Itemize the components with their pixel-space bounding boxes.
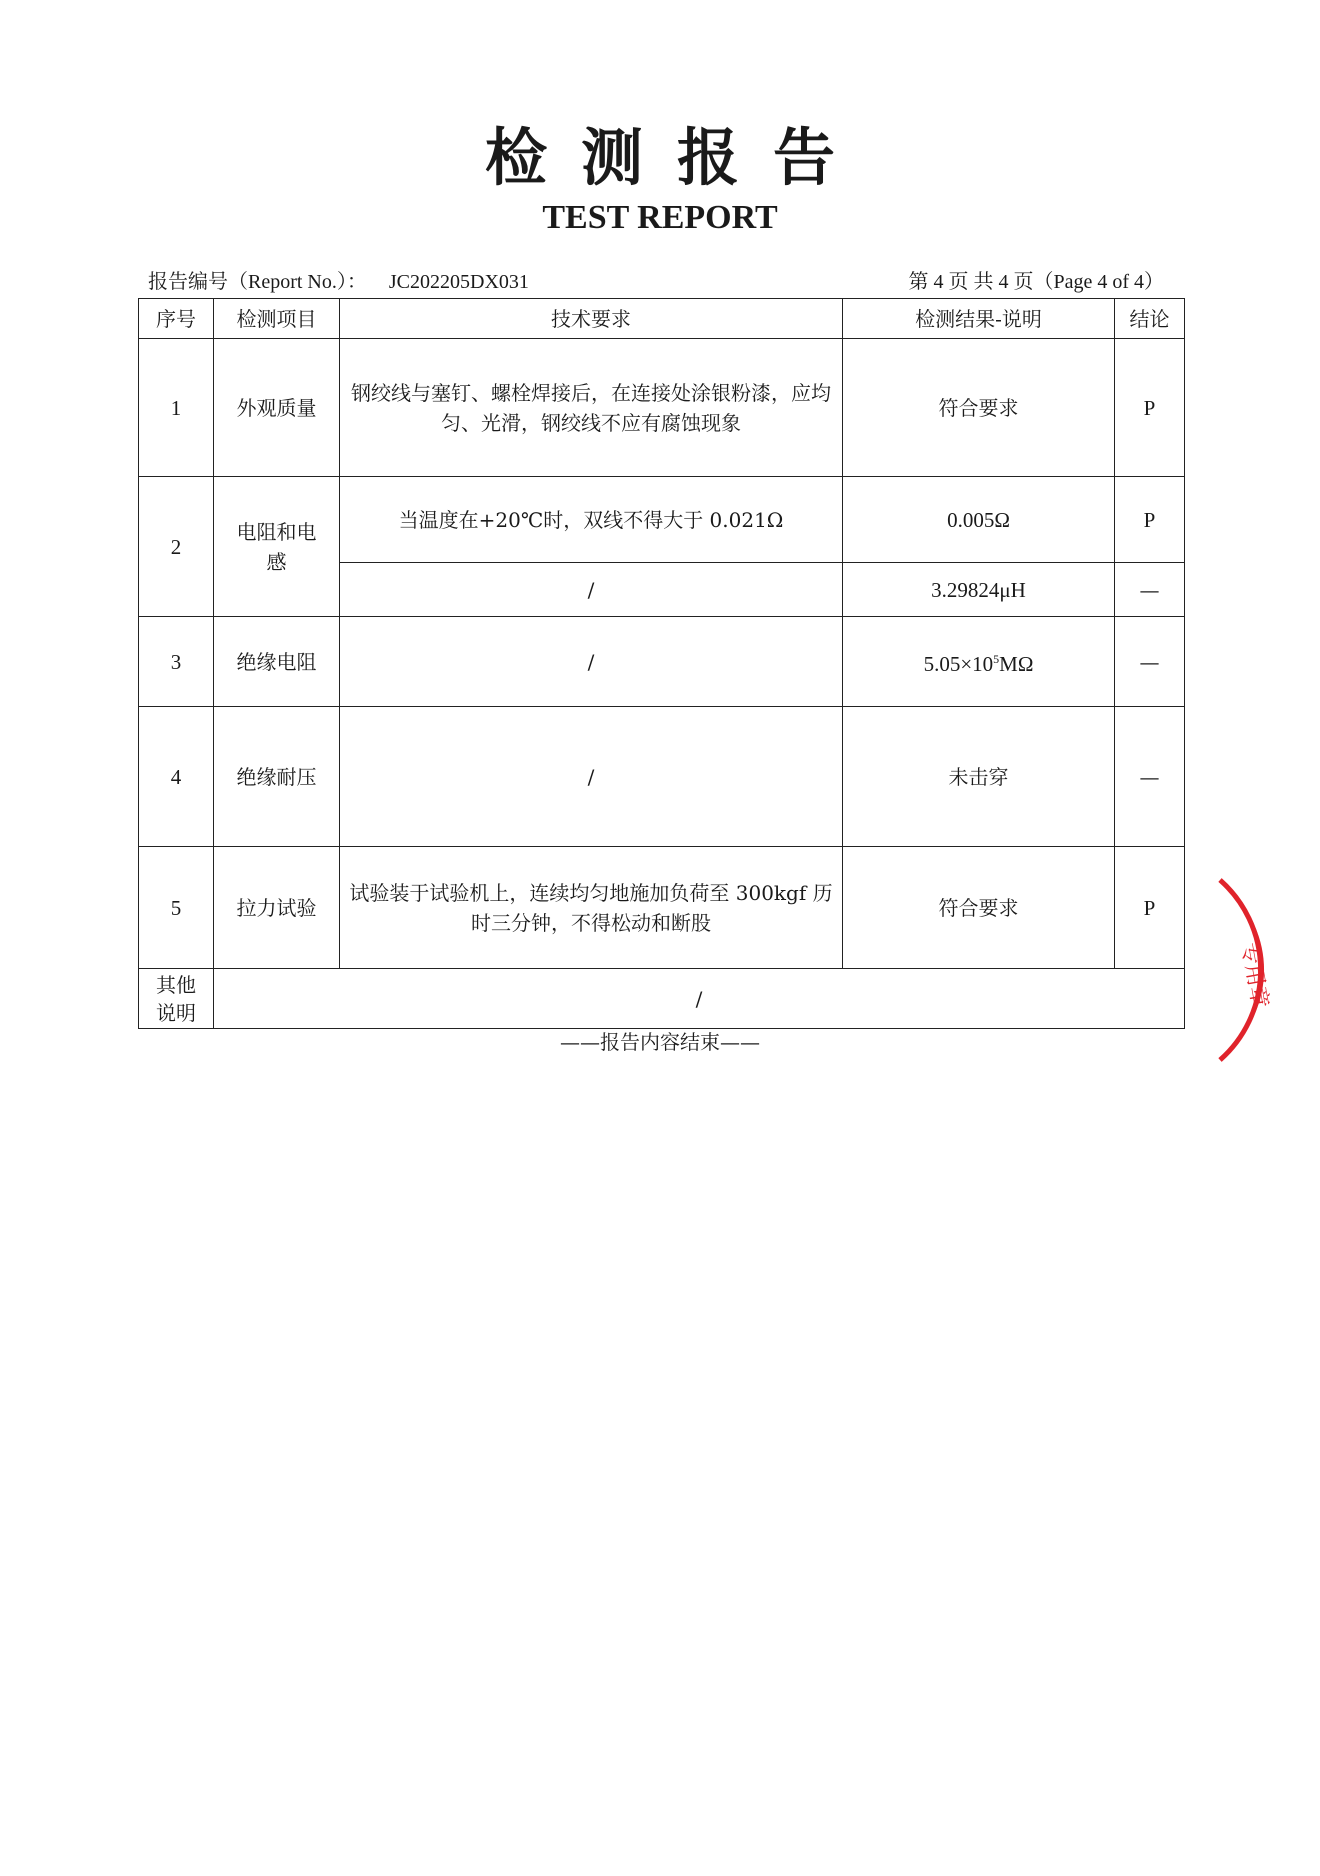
row-result bbox=[843, 617, 1115, 707]
subrow-requirement: / bbox=[340, 563, 843, 617]
row-conclusion: P bbox=[1115, 477, 1185, 563]
report-number: JC202205DX031 bbox=[388, 271, 529, 293]
row-result: 符合要求 bbox=[843, 339, 1115, 477]
subrow-result: 3.29824μH bbox=[843, 563, 1115, 617]
row-requirement: 当温度在+20℃时，双线不得大于 0.021Ω bbox=[340, 477, 843, 563]
row-seq: 5 bbox=[139, 847, 214, 969]
row-seq: 2 bbox=[139, 477, 214, 617]
row-item: 外观质量 bbox=[214, 339, 340, 477]
row-requirement: / bbox=[340, 617, 843, 707]
report-number-line bbox=[148, 268, 529, 296]
row-requirement: 试验装于试验机上，连续均匀地施加负荷至 300kgf 历时三分钟，不得松动和断股 bbox=[340, 847, 843, 969]
report-title-cn: 检测报告 bbox=[484, 121, 869, 194]
end-note: ——报告内容结束—— bbox=[560, 1030, 760, 1054]
table-row bbox=[139, 477, 1185, 563]
row-conclusion: — bbox=[1115, 707, 1185, 847]
row-conclusion: P bbox=[1115, 339, 1185, 477]
report-title-en: TEST REPORT bbox=[542, 199, 778, 236]
row-item bbox=[214, 477, 340, 617]
row-result: 0.005Ω bbox=[843, 477, 1115, 563]
row-conclusion: P bbox=[1115, 847, 1185, 969]
header-item: 检测项目 bbox=[214, 299, 340, 339]
row-conclusion: — bbox=[1115, 617, 1185, 707]
report-number-label: 报告编号（Report No.）： bbox=[148, 271, 367, 293]
header-result: 检测结果-说明 bbox=[843, 299, 1115, 339]
results-table bbox=[138, 298, 1185, 1029]
row-requirement: 钢绞线与塞钉、螺栓焊接后，在连接处涂银粉漆，应均匀、光滑，钢绞线不应有腐蚀现象 bbox=[340, 339, 843, 477]
table-header-row bbox=[139, 299, 1185, 339]
row-item: 拉力试验 bbox=[214, 847, 340, 969]
table-row bbox=[139, 617, 1185, 707]
row-requirement: / bbox=[340, 707, 843, 847]
official-stamp bbox=[1180, 860, 1320, 1080]
table-row bbox=[139, 847, 1185, 969]
row-seq: 3 bbox=[139, 617, 214, 707]
page-info: 第 4 页 共 4 页（Page 4 of 4） bbox=[908, 271, 1164, 293]
row-item-text: 电阻和电感 bbox=[236, 519, 317, 574]
table-row bbox=[139, 707, 1185, 847]
result-base: 5.05×10 bbox=[923, 652, 994, 676]
row-item: 绝缘耐压 bbox=[214, 707, 340, 847]
row-result: 符合要求 bbox=[843, 847, 1115, 969]
row-seq: 4 bbox=[139, 707, 214, 847]
table-row bbox=[139, 339, 1185, 477]
result-unit: MΩ bbox=[999, 652, 1034, 676]
row-seq: 1 bbox=[139, 339, 214, 477]
table-other-row bbox=[139, 969, 1185, 1029]
result-exponent: 5 bbox=[993, 652, 1000, 666]
stamp-text: 专用章 bbox=[1236, 940, 1273, 1011]
header-conclusion: 结论 bbox=[1115, 299, 1185, 339]
header-requirement: 技术要求 bbox=[340, 299, 843, 339]
other-value: / bbox=[214, 969, 1185, 1029]
other-label bbox=[139, 969, 214, 1029]
other-label-text: 其他说明 bbox=[156, 972, 196, 1025]
row-result: 未击穿 bbox=[843, 707, 1115, 847]
header-seq: 序号 bbox=[139, 299, 214, 339]
row-item: 绝缘电阻 bbox=[214, 617, 340, 707]
subrow-conclusion: — bbox=[1115, 563, 1185, 617]
